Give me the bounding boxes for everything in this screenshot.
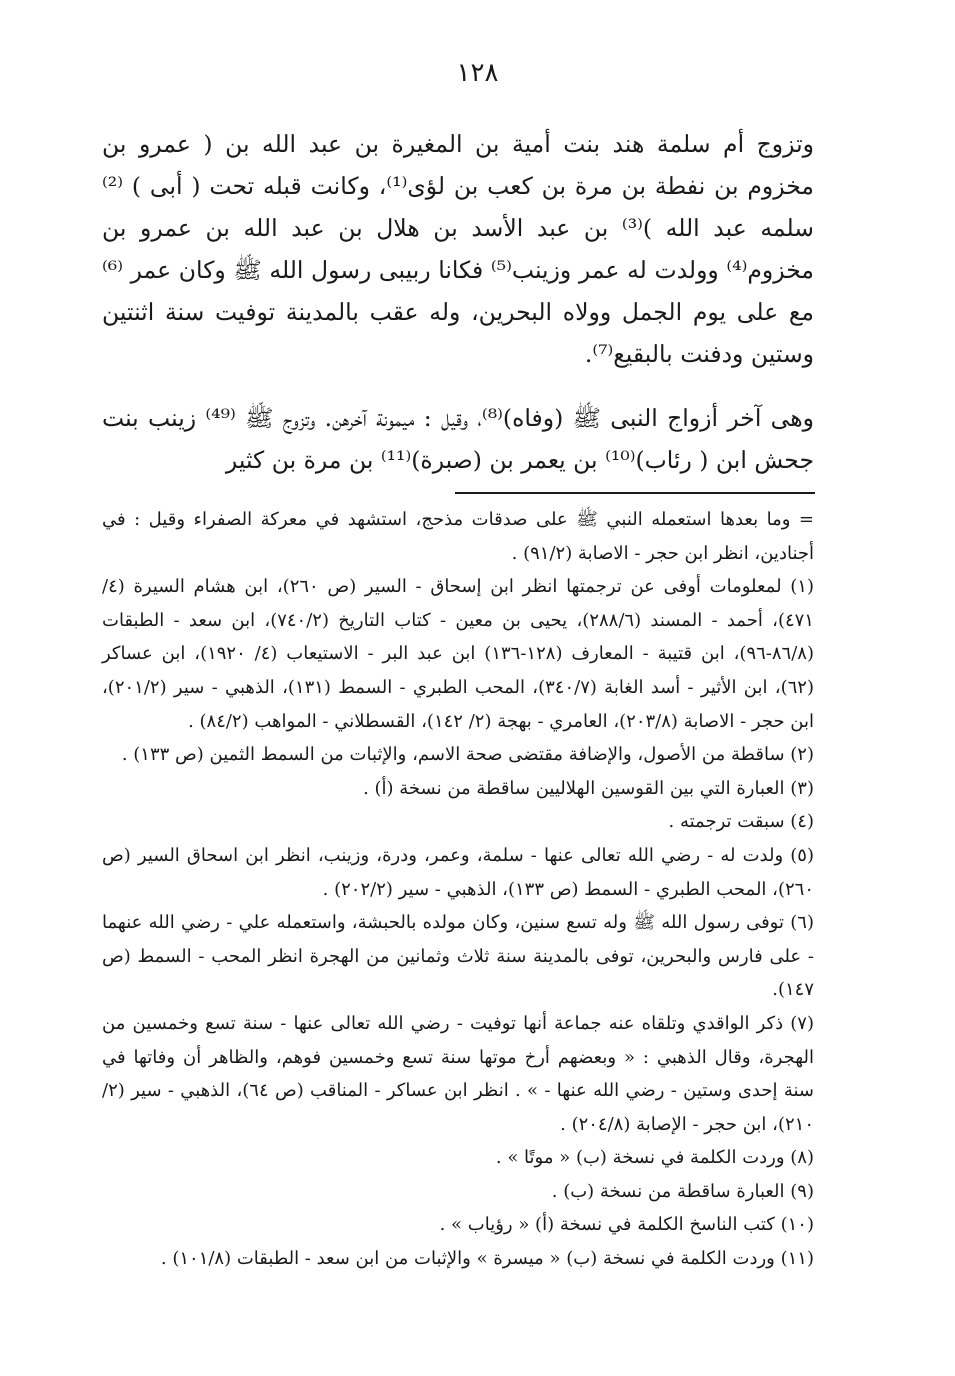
footnotes xyxy=(102,503,814,1276)
footnote-6: (٦) توفى رسول الله ﷺ وله تسع سنين، وكان مولده بالحبشة، واستعمله علي - رضي الله عنهما - على فارس والبحرين، توفى بالمدينة سنة ثلاث وثمانين من الهجرة انظر المحب - السمط (ص ١٤٧). xyxy=(102,912,814,1001)
footnote-continuation: = وما بعدها استعمله النبي ﷺ على صدقات مذحج، استشهد في معركة الصفراء وقيل : في أجنادين، انظر ابن حجر - الاصابة (٩١/٢) . xyxy=(102,509,814,564)
footnote-separator xyxy=(455,492,815,494)
footnote-3: (٣) العبارة التي بين القوسين الهلاليين ساقطة من نسخة (أ) . xyxy=(363,777,814,799)
footnote-5: (٥) ولدت له - رضي الله تعالى عنها - سلمة، وعمر، ودرة، وزينب، انظر ابن اسحاق السير (ص ٢٦٠)، المحب الطبري - السمط (ص ١٣٣)، الذهبي - سير (٢٠٢/٢) . xyxy=(102,844,814,900)
footnote-8: (٨) وردت الكلمة في نسخة (ب) « موتًا » . xyxy=(495,1147,814,1169)
page-number: ١٢٨ xyxy=(456,58,499,88)
footnote-1: (١) لمعلومات أوفى عن ترجمتها انظر ابن إسحاق - السير (ص ٢٦٠)، ابن هشام السيرة (٤/ ٤٧١)، أحمد - المسند (٢٨٨/٦)، يحيى بن معين - كتاب التاريخ (٧٤٠/٢)، ابن سعد - الطبقات (٨٦/٨-٩٦)، ابن قتيبة - المعارف (١٢٨-١٣٦) ابن عبد البر - الاستيعاب (٤/ ١٩٢٠)، ابن عساكر (٦٢)، ابن الأثير - أسد الغابة (٣٤٠/٧)، المحب الطبري - السمط (١٣١)، الذهبي - سير (٢٠١/٢)، ابن حجر - الاصابة (٢٠٣/٨)، العامري - بهجة (٢/ ١٤٢)، القسطلاني - المواهب (٨٤/٢) . xyxy=(102,576,814,732)
footnote-10: (١٠) كتب الناسخ الكلمة في نسخة (أ) « رؤياب » . xyxy=(439,1214,814,1236)
footnote-9: (٩) العبارة ساقطة من نسخة (ب) . xyxy=(551,1180,814,1202)
footnote-11: (١١) وردت الكلمة في نسخة (ب) « ميسرة » والإثبات من ابن سعد - الطبقات (١٠١/٨) . xyxy=(160,1248,814,1270)
body-paragraph-2: وهى آخر أزواج النبى ﷺ (وفاه)⁽⁸⁾، وقيل : ميمونة آخرهن. وتزوج ﷺ ⁽⁴⁹⁾ زينب بنت جحش ابن ( رئاب)⁽¹⁰⁾ بن يعمر بن (صبرة)⁽¹¹⁾ بن مرة بن كثير xyxy=(102,404,814,474)
footnote-4: (٤) سبقت ترجمته . xyxy=(668,811,814,833)
body-paragraph-1: وتزوج أم سلمة هند بنت أمية بن المغيرة بن عبد الله بن ( عمرو بن مخزوم بن نفطة بن مرة بن كعب بن لؤى⁽¹⁾، وكانت قبله تحت ( أبى ) ⁽²⁾ سلمه عبد الله )⁽³⁾ بن عبد الأسد بن هلال بن عبد الله بن عمرو بن مخزوم⁽⁴⁾ وولدت له عمر وزينب⁽⁵⁾ فكانا ربيبى رسول الله ﷺ وكان عمر ⁽⁶⁾ مع على يوم الجمل وولاه البحرين، وله عقب بالمدينة توفيت سنة اثنتين وستين ودفنت بالبقيع⁽⁷⁾. xyxy=(102,130,814,368)
footnote-2: (٢) ساقطة من الأصول، والإضافة مقتضى صحة الاسم، والإثبات من السمط الثمين (ص ١٣٣) . xyxy=(121,744,814,766)
footnote-7: (٧) ذكر الواقدي وتلقاه عنه جماعة أنها توفيت - رضي الله تعالى عنها - سنة تسع وخمسين من الهجرة، وقال الذهبي : « وبعضهم أرخ موتها سنة تسع وخمسين فوهم، والظاهر أن وفاتها في سنة إحدى وستين - رضي الله عنها - » . انظر ابن عساكر - المناقب (ص ٦٤)، الذهبي - سير (٢/ ٢١٠)، ابن حجر - الإصابة (٢٠٤/٨) . xyxy=(102,1012,814,1135)
